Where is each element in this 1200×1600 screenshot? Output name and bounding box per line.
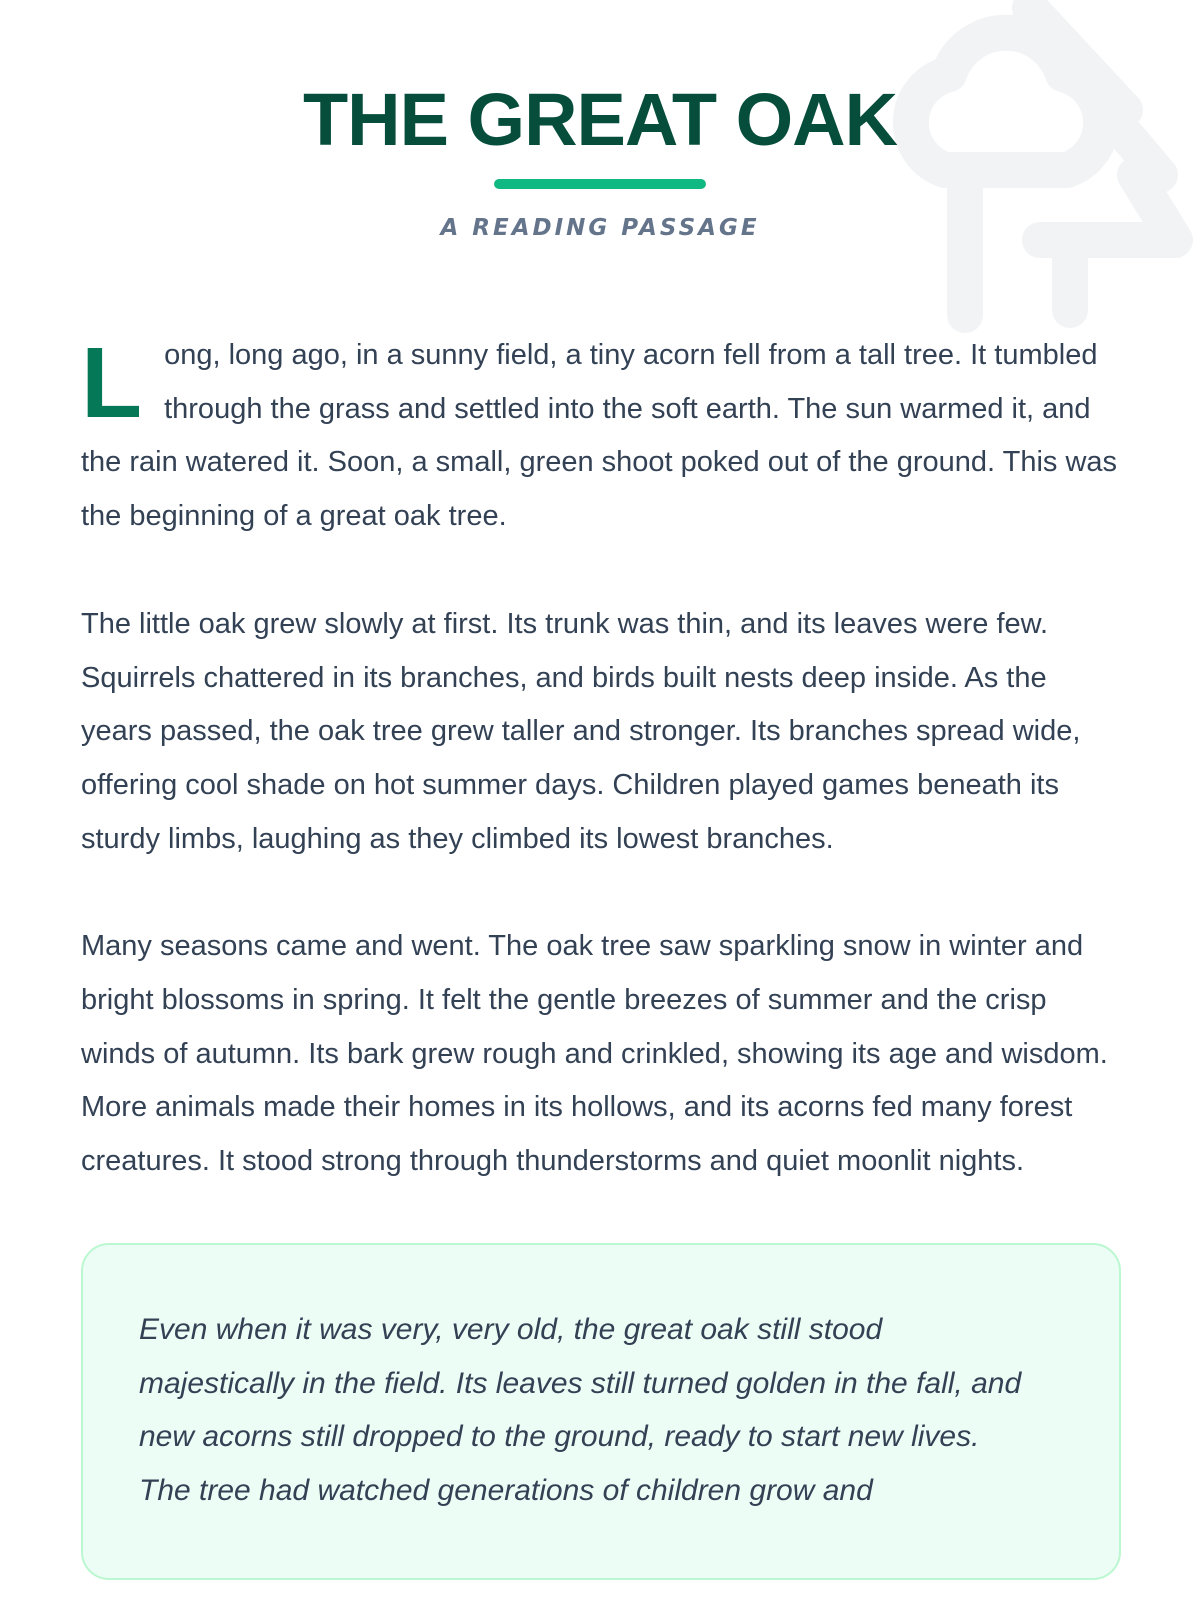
page-subtitle: A READING PASSAGE — [440, 215, 760, 241]
paragraph-2: The little oak grew slowly at first. Its trunk was thin, and its leaves were few. Squirrels chattered in its branches, and birds built nests deep inside. As the years passed, the oak tree grew taller and stronger. Its branches spread wide, offering cool shade on hot summer days. Children played games beneath its sturdy limbs, laughing as they climbed its lowest branches. — [81, 607, 1081, 855]
title-underline — [494, 179, 706, 189]
page-title: THE GREAT OAK — [302, 78, 898, 161]
paragraph-1-text: ong, long ago, in a sunny field, a tiny acorn fell from a tall tree. It tumbled through the grass and settled into the soft earth. The sun warmed it, and the rain watered it. Soon, a small, green shoot poked out of the ground. This was the beginning of a great oak tree. — [81, 339, 1118, 533]
paragraph-1 — [81, 329, 1120, 544]
callout-text: Even when it was very, very old, the great oak still stood majestically in the field. Its leaves still turned golden in the fall, and new acorns still dropped to the ground, ready to start new lives. The tree had watched generations of children grow and — [139, 1312, 1022, 1507]
passage-header — [0, 0, 1200, 241]
callout-box — [81, 1243, 1121, 1580]
passage-body — [81, 329, 1120, 1580]
drop-cap-letter: L — [81, 327, 143, 439]
paragraph-3: Many seasons came and went. The oak tree saw sparkling snow in winter and bright blossoms in spring. It felt the gentle breezes of summer and the crisp winds of autumn. Its bark grew rough and crinkled, showing its age and wisdom. More animals made their homes in its hollows, and its acorns fed many forest creatures. It stood strong through thunderstorms and quiet moonlit nights. — [81, 930, 1108, 1178]
